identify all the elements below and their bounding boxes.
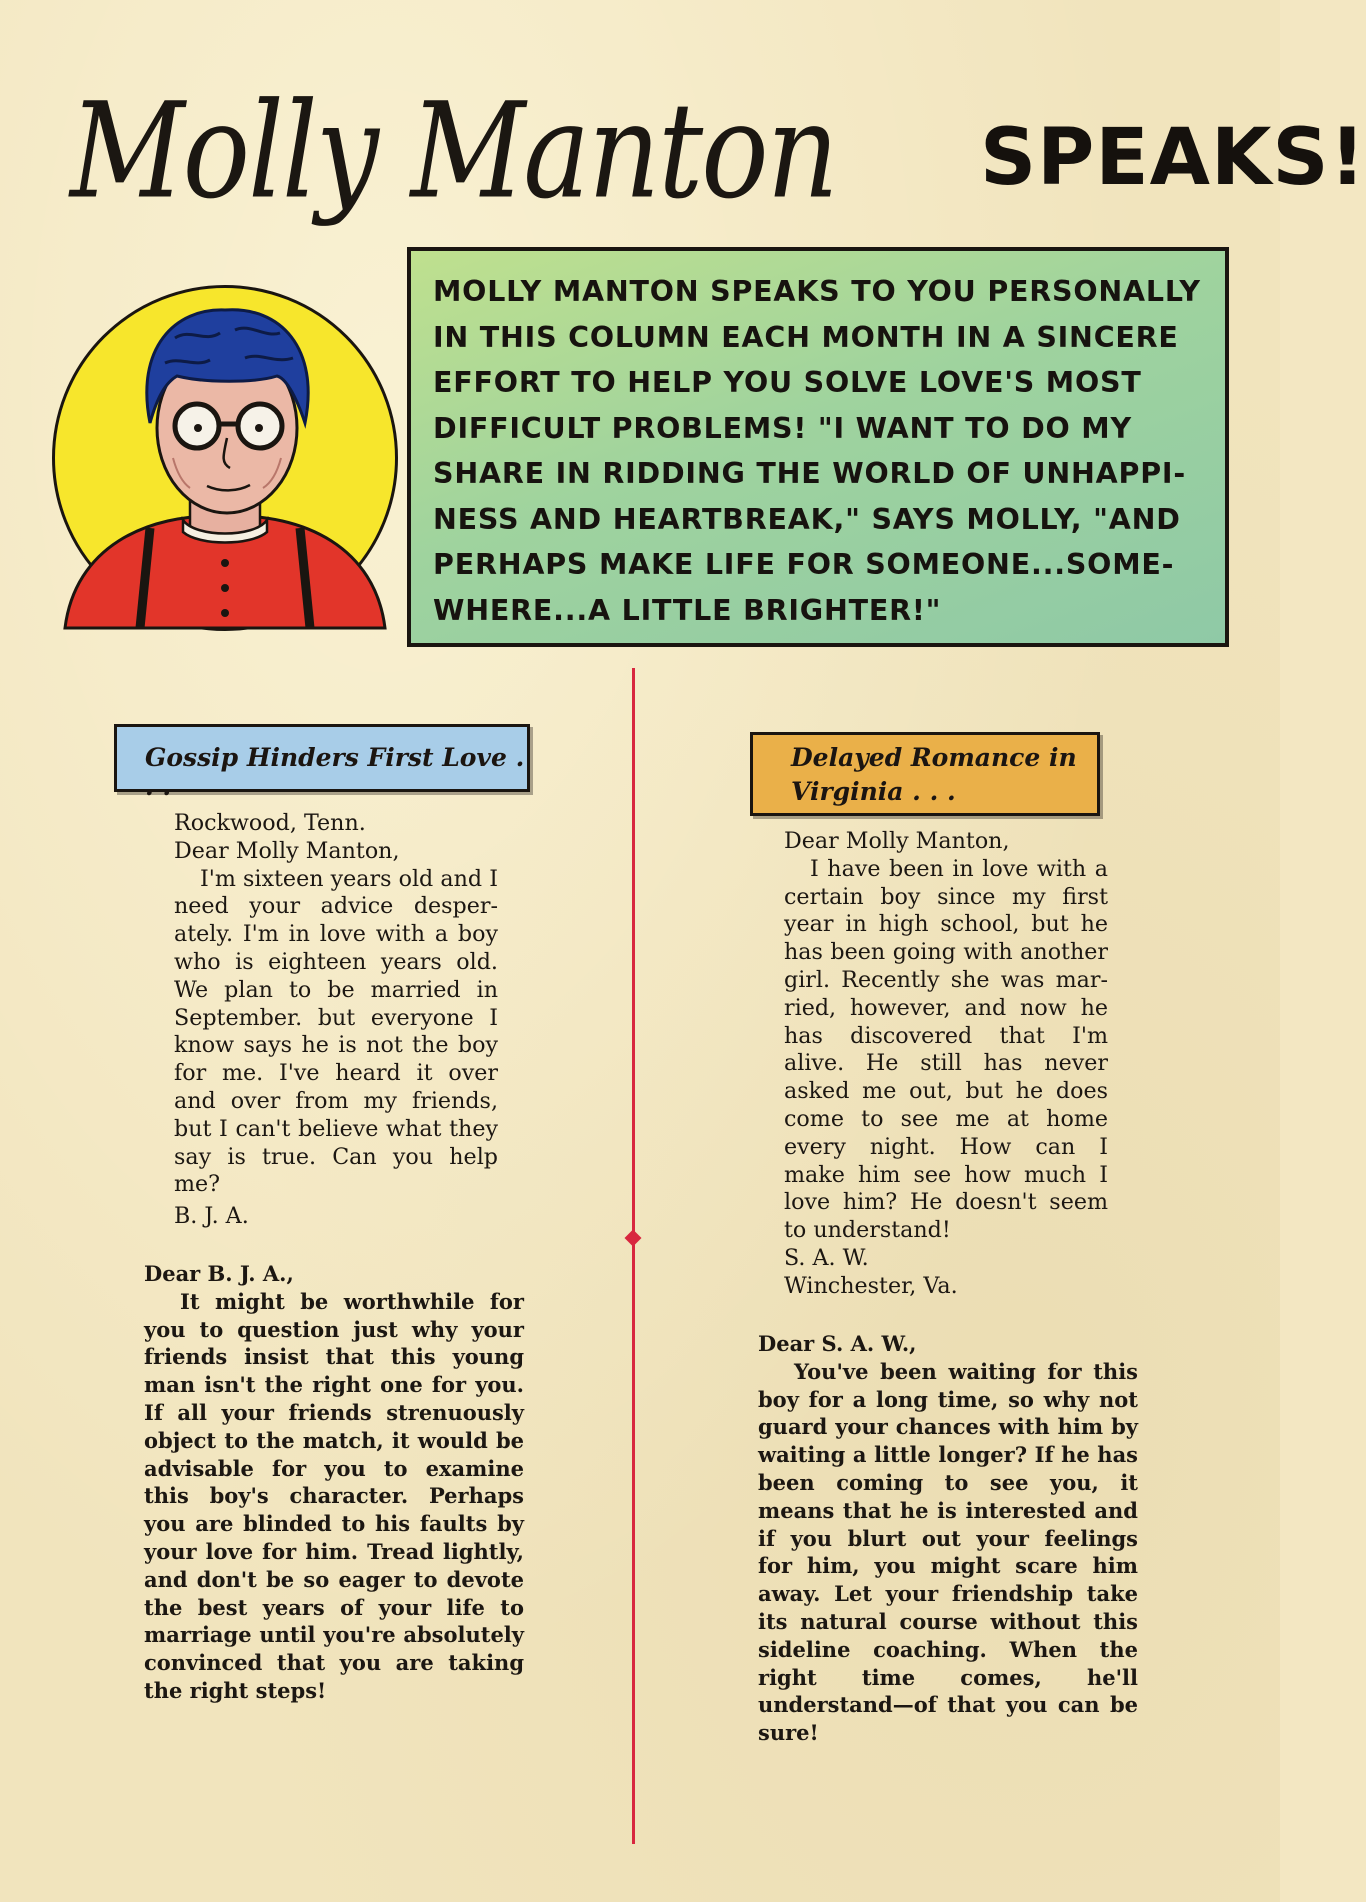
right-reply xyxy=(758,1330,1138,1747)
right-reply-salutation: Dear S. A. W., xyxy=(758,1331,917,1356)
left-letter-body: I'm sixteen years old and I need your advice desper-ately. I'm in love with a boy who is eighteen years old. We plan to be married in September. but everyone I know says he is not the boy for me. I've heard it over and over from my friends, but I can't believe what they say is true. Can you help me? xyxy=(174,865,498,1198)
molly-portrait-icon xyxy=(55,288,395,628)
left-letter-salutation: Dear Molly Manton, xyxy=(174,837,400,864)
intro-box xyxy=(407,247,1229,647)
right-letter-salutation: Dear Molly Manton, xyxy=(784,828,1010,854)
right-header xyxy=(750,732,1100,816)
button-1 xyxy=(221,559,229,567)
left-reply-body: It might be worthwhile for you to question just why your friends insist that this young man isn't the right one for you. If all your friends strenuously object to the match, it would be advisable for you to examine this boy's character. Perhaps you are blinded to his faults by your love for him. Tread lightly, and don't be so eager to devote the best years of your life to marriage until you're absolutely convinced that you are taking the right steps! xyxy=(144,1288,524,1703)
right-reply-body: You've been waiting for this boy for a long time, so why not guard your chances with him by waiting a little longer? If he has been coming to see you, it means that he is interested and if you blurt out your feelings for him, you might scare him away. Let your friendship take its natural course without this sideline coaching. When the right time comes, he'll understand—of that you can be sure! xyxy=(758,1358,1138,1746)
left-reply xyxy=(144,1260,524,1705)
right-letter xyxy=(784,828,1108,1301)
left-letter-location: Rockwood, Tenn. xyxy=(174,810,366,836)
left-reply-salutation: Dear B. J. A., xyxy=(144,1261,294,1286)
button-3 xyxy=(221,609,229,617)
eye-right xyxy=(255,424,263,432)
right-letter-signature: S. A. W. xyxy=(784,1244,869,1271)
left-header xyxy=(114,724,530,801)
right-header-text: Delayed Romance in Virginia . . . xyxy=(791,743,1077,806)
right-letter-location: Winchester, Va. xyxy=(784,1272,958,1299)
button-2 xyxy=(221,584,229,592)
molly-portrait xyxy=(52,285,398,631)
column-divider xyxy=(632,668,635,1844)
right-letter-body: I have been in love with a certain boy since my first year in high school, but he has been going with another girl. Recently she was mar-ried, however, and now he has discovered that I'm alive. He still has never asked me out, but he does come to see me at home every night. How can I make him see how much I love him? He doesn't seem to understand! xyxy=(784,855,1108,1244)
title-script: Molly Manton xyxy=(70,75,837,229)
left-letter xyxy=(174,810,498,1231)
page-title xyxy=(70,75,1366,255)
divider-ornament xyxy=(625,1230,642,1247)
intro-text: MOLLY MANTON SPEAKS TO YOU PERSONALLY IN THIS COLUMN EACH MONTH IN A SINCERE EFFORT TO HELP YOU SOLVE LOVE'S MOST DIFFICULT PROBLEMS! "I WANT TO DO MY SHARE IN RIDDING THE WORLD OF UNHAPPI-NESS AND HEARTBREAK," SAYS MOLLY, "AND PERHAPS MAKE LIFE FOR SOMEONE...SOME-WHERE...A LITTLE BRIGHTER!" xyxy=(433,275,1201,627)
left-letter-signature: B. J. A. xyxy=(174,1203,249,1230)
title-speaks: SPEAKS! xyxy=(980,113,1366,203)
eye-left xyxy=(194,424,202,432)
left-header-text: Gossip Hinders First Love . . . xyxy=(145,743,525,801)
